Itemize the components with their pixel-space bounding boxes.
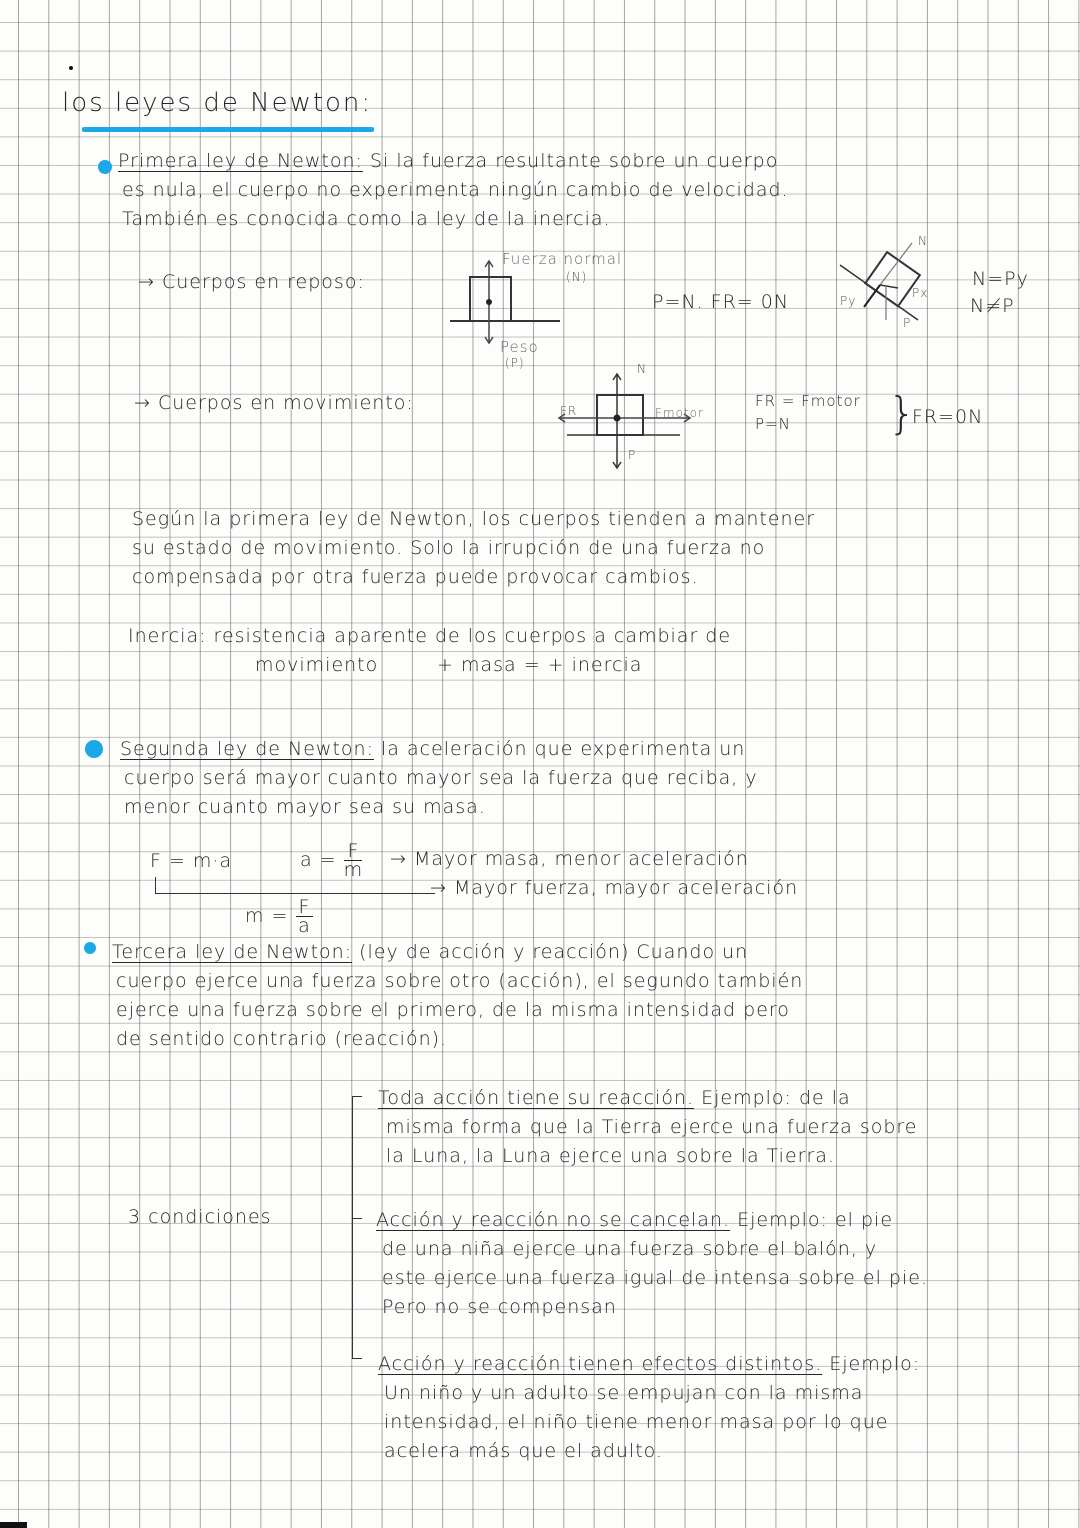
condition-1-line-2: misma forma que la Tierra ejerce una fuerza sobre — [386, 1116, 918, 1138]
inertia-line-2: movimiento — [255, 654, 379, 676]
motion-brace: } — [888, 388, 917, 439]
formula-connector-tick — [155, 877, 156, 893]
incline-equation-2: N≠P — [970, 295, 1015, 317]
inertia-term: Inercia: — [128, 625, 207, 647]
title-underline — [82, 127, 374, 132]
incline-diagram — [840, 235, 960, 345]
third-law-line-2: cuerpo ejerce una fuerza sobre otro (acción), el segundo también — [116, 970, 804, 992]
acceleration-formula: a = $\frac{F}{m}$ — [300, 840, 364, 881]
incline-py-label: Py — [840, 294, 857, 308]
page-corner-mark — [0, 1522, 27, 1528]
conditions-bracket — [352, 1096, 353, 1358]
motion-fr-label: FR — [560, 404, 578, 418]
weight-symbol: (P) — [505, 356, 525, 370]
second-law-line-2: cuerpo será mayor cuanto mayor sea la fuerza que reciba, y — [124, 767, 758, 789]
second-law-note-1: → Mayor masa, menor aceleración — [390, 848, 749, 870]
newton-second-law-formula: F = m·a — [150, 850, 233, 872]
first-law-line-2: es nula, el cuerpo no experimenta ningún cambio de velocidad. — [122, 179, 789, 201]
explanation-line-2: su estado de movimiento. Solo la irrupción de una fuerza no — [132, 537, 766, 559]
inertia-definition: resistencia aparente de los cuerpos a cambiar de — [213, 625, 732, 647]
weight-label: Peso — [500, 338, 539, 356]
normal-force-symbol: (N) — [566, 270, 588, 284]
second-law-line-1: Segunda ley de Newton: la aceleración que experimenta un — [120, 738, 746, 760]
inertia-line-1 — [128, 622, 731, 651]
condition-3-line-4: acelera más que el adulto. — [384, 1440, 663, 1462]
condition-1-title: Toda acción tiene su reacción. — [378, 1087, 695, 1109]
formula-connector-line — [155, 893, 435, 894]
second-law-heading: Segunda ley de Newton: — [120, 738, 374, 760]
condition-3-line-3: intensidad, el niño tiene menor masa por lo que — [384, 1411, 889, 1433]
motion-p-label: P — [628, 448, 637, 462]
third-law-line-3: ejerce una fuerza sobre el primero, de la misma intensidad pero — [116, 999, 790, 1021]
condition-3-line-1: Acción y reacción tienen efectos distintos. Ejemplo: — [378, 1353, 921, 1375]
condition-2-title: Acción y reacción no se cancelan. — [376, 1209, 731, 1231]
motion-fmotor-label: Fmotor — [655, 406, 704, 420]
condition-3-title: Acción y reacción tienen efectos distintos. — [378, 1353, 823, 1375]
bracket-tick-3 — [352, 1358, 362, 1359]
incline-p-label: P — [903, 316, 912, 330]
motion-result: FR=0N — [912, 406, 984, 428]
motion-equation-1: FR = Fmotor — [755, 392, 861, 410]
motion-label: → Cuerpos en movimiento: — [134, 392, 414, 414]
first-law-line-1: Primera ley de Newton: Si la fuerza resultante sobre un cuerpo — [118, 150, 779, 172]
condition-2-line-3: este ejerce una fuerza igual de intensa sobre el pie. — [382, 1267, 928, 1289]
stray-dot — [69, 66, 73, 70]
condition-2-line-2: de una niña ejerce una fuerza sobre el balón, y — [382, 1238, 878, 1260]
page-title: los leyes de Newton: — [62, 88, 373, 118]
normal-force-label: Fuerza normal — [502, 250, 623, 268]
second-law-note-2: → Mayor fuerza, mayor aceleración — [430, 877, 799, 899]
rest-label: → Cuerpos en reposo: — [138, 271, 365, 293]
incline-equation-1: N=Py — [972, 268, 1029, 290]
first-law-heading: Primera ley de Newton: — [118, 150, 363, 172]
motion-equation-2: P=N — [755, 415, 791, 433]
third-law-line-1: Tercera ley de Newton: (ley de acción y reacción) Cuando un — [112, 941, 749, 963]
incline-px-label: Px — [912, 286, 929, 300]
condition-2-line-4: Pero no se compensan — [382, 1296, 617, 1318]
mass-formula: m = $\frac{F}{a}$ — [245, 898, 313, 935]
explanation-line-3: compensada por otra fuerza puede provocar cambios. — [132, 566, 699, 588]
rest-equations: P=N. FR= 0N — [652, 291, 790, 313]
bracket-tick-2 — [352, 1218, 362, 1219]
condition-1-line-1: Toda acción tiene su reacción. Ejemplo: de la — [378, 1087, 851, 1109]
explanation-line-1: Según la primera ley de Newton, los cuerpos tienden a mantener — [132, 508, 816, 530]
conditions-label: 3 condiciones — [128, 1206, 272, 1228]
bullet-third-law — [84, 942, 96, 954]
bracket-tick-1 — [352, 1096, 362, 1097]
bullet-first-law — [98, 160, 112, 174]
third-law-heading: Tercera ley de Newton: — [112, 941, 353, 963]
bullet-second-law — [85, 740, 103, 758]
second-law-line-3: menor cuanto mayor sea su masa. — [124, 796, 486, 818]
third-law-line-4: de sentido contrario (reacción). — [116, 1028, 448, 1050]
inertia-rule: + masa = + inercia — [437, 654, 643, 676]
condition-1-line-3: la Luna, la Luna ejerce una sobre la Tierra. — [386, 1145, 835, 1167]
condition-3-line-2: Un niño y un adulto se empujan con la misma — [384, 1382, 864, 1404]
condition-2-line-1: Acción y reacción no se cancelan. Ejemplo: el pie — [376, 1209, 894, 1231]
first-law-line-3: También es conocida como la ley de la inercia. — [122, 208, 611, 230]
motion-n-label: N — [637, 362, 647, 376]
incline-n-label: N — [918, 234, 928, 248]
